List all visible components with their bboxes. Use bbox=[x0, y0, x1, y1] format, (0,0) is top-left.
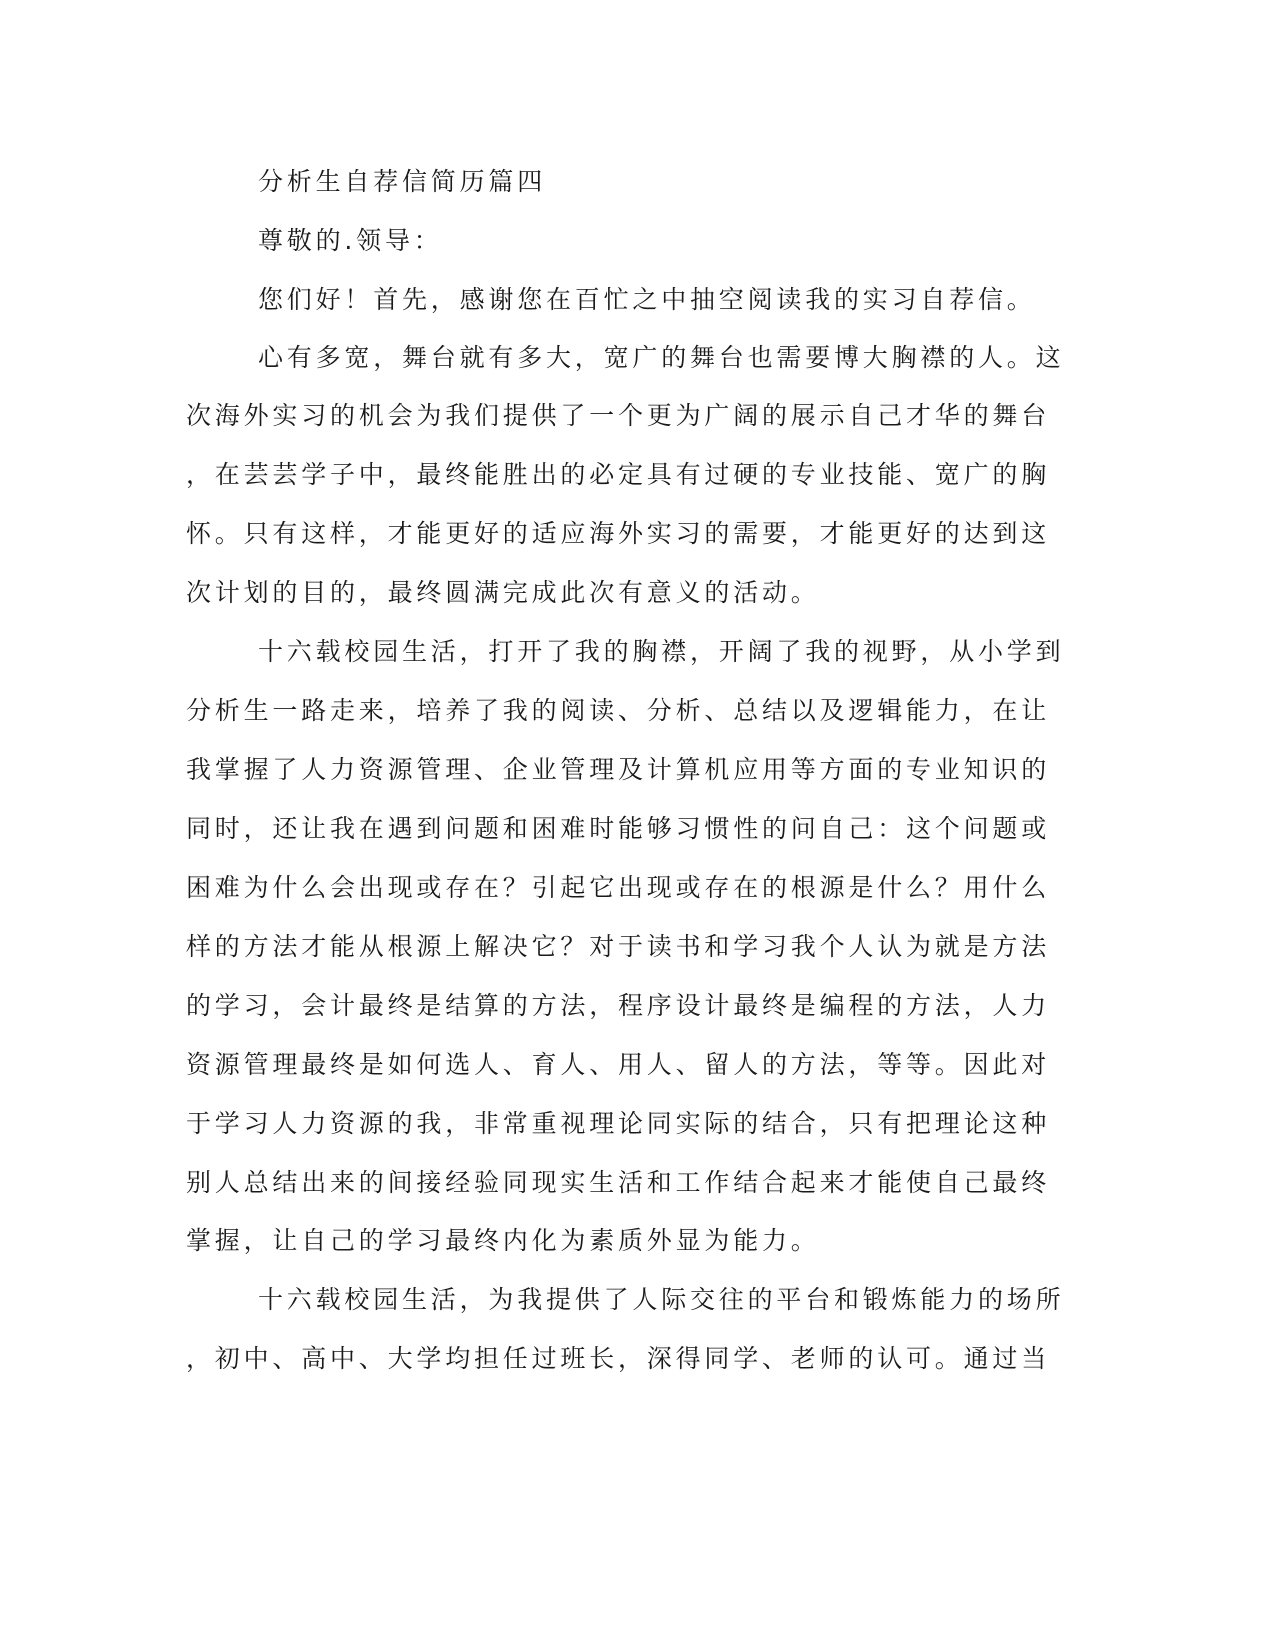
text-line: 样的方法才能从根源上解决它？对于读书和学习我个人认为就是方法 bbox=[186, 932, 1051, 961]
text-line: ，初中、高中、大学均担任过班长，深得同学、老师的认可。通过当 bbox=[186, 1344, 1051, 1373]
text-line: 我掌握了人力资源管理、企业管理及计算机应用等方面的专业知识的 bbox=[186, 755, 1051, 784]
text-line: 次海外实习的机会为我们提供了一个更为广阔的展示自己才华的舞台 bbox=[186, 401, 1051, 430]
text-line: 次计划的目的，最终圆满完成此次有意义的活动。 bbox=[186, 578, 820, 607]
text-line: 困难为什么会出现或存在？引起它出现或存在的根源是什么？用什么 bbox=[186, 873, 1051, 902]
text-line: ，在芸芸学子中，最终能胜出的必定具有过硬的专业技能、宽广的胸 bbox=[186, 460, 1051, 489]
text-line: 的学习，会计最终是结算的方法，程序设计最终是编程的方法，人力 bbox=[186, 991, 1051, 1020]
text-line: 掌握，让自己的学习最终内化为素质外显为能力。 bbox=[186, 1226, 820, 1255]
text-line: 心有多宽，舞台就有多大，宽广的舞台也需要博大胸襟的人。这 bbox=[258, 343, 1065, 372]
text-line: 分析生一路走来，培养了我的阅读、分析、总结以及逻辑能力，在让 bbox=[186, 696, 1051, 725]
text-line: 怀。只有这样，才能更好的适应海外实习的需要，才能更好的达到这 bbox=[186, 519, 1051, 548]
text-line: 您们好！首先，感谢您在百忙之中抽空阅读我的实习自荐信。 bbox=[258, 285, 1036, 314]
text-line: 十六载校园生活，为我提供了人际交往的平台和锻炼能力的场所 bbox=[258, 1285, 1065, 1314]
text-line: 别人总结出来的间接经验同现实生活和工作结合起来才能使自己最终 bbox=[186, 1168, 1051, 1197]
text-line: 同时，还让我在遇到问题和困难时能够习惯性的问自己：这个问题或 bbox=[186, 814, 1051, 843]
greeting: 尊敬的.领导： bbox=[258, 226, 443, 255]
text-line: 十六载校园生活，打开了我的胸襟，开阔了我的视野，从小学到 bbox=[258, 637, 1065, 666]
document-title: 分析生自荐信简历篇四 bbox=[258, 167, 547, 196]
text-line: 资源管理最终是如何选人、育人、用人、留人的方法，等等。因此对 bbox=[186, 1050, 1051, 1079]
text-line: 于学习人力资源的我，非常重视理论同实际的结合，只有把理论这种 bbox=[186, 1109, 1051, 1138]
